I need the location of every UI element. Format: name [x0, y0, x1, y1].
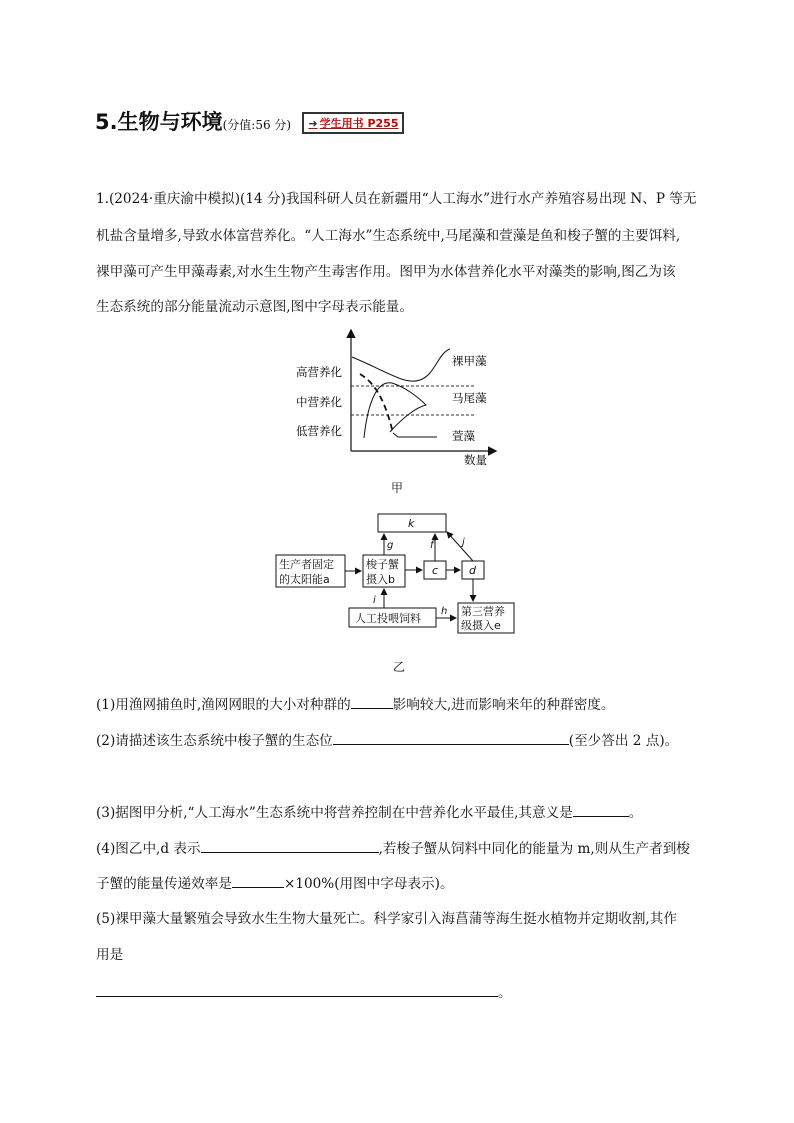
section-title-text: 5.生物与环境: [95, 110, 223, 134]
part-1-text-a: (1)用渔网捕鱼时,渔网网眼的大小对种群的: [96, 697, 351, 713]
book-reference-text: 学生用书 P255: [319, 117, 399, 130]
node-label-third-level-line-1: 第三营养: [461, 605, 505, 618]
part-3-answer-blank[interactable]: [573, 802, 629, 817]
part-4-text-a: (4)图乙中,d 表示: [96, 841, 201, 857]
part-3-text-a: (3)据图甲分析,“人工海水”生态系统中将营养控制在中营养化水平最佳,其意义是: [96, 805, 573, 821]
part-4-answer-blank-efficiency[interactable]: [232, 873, 284, 888]
part-1-text-b: 影响较大,进而影响来年的种群密度。: [392, 697, 615, 713]
figure-a-level-low: 低营养化: [296, 424, 342, 438]
edge-label-f: f: [430, 540, 434, 551]
edge-label-h: h: [441, 606, 448, 617]
figure-b-energy-flow: [270, 508, 530, 640]
part-5-line-2: 用是: [96, 947, 124, 963]
part-5-line-3: [96, 982, 512, 1003]
question-intro-line-2: 机盐含量增多,导致水体富营养化。“人工海水”生态系统中,马尾藻和萱藻是鱼和梭子蟹的主要饵料,: [96, 228, 681, 244]
figure-a-x-label: 数量: [464, 453, 487, 467]
part-4-text-c: 子蟹的能量传递效率是: [96, 876, 232, 892]
figure-a-level-high: 高营养化: [296, 365, 342, 379]
book-reference-badge[interactable]: [302, 112, 404, 134]
question-intro-line-4: 生态系统的部分能量流动示意图,图中字母表示能量。: [96, 299, 413, 315]
edge-j: [447, 532, 473, 561]
node-label-producer-line-2: 的太阳能a: [279, 573, 330, 586]
part-3-text-b: 。: [628, 805, 643, 821]
series-line-naked-dinoflagellate: [352, 349, 450, 381]
edge-label-j: j: [462, 537, 465, 548]
part-4-line-2: [96, 873, 454, 894]
node-label-d: d: [469, 564, 476, 577]
part-4-line-1: [96, 838, 690, 859]
part-2: [96, 730, 678, 751]
figure-a-caption: 甲: [391, 481, 404, 495]
part-5-answer-blank[interactable]: [96, 982, 498, 997]
question-intro-line-1: 1.(2024·重庆渝中模拟)(14 分)我国科研人员在新疆用“人工海水”进行水产养殖容易出现 N、P 等无: [96, 191, 697, 207]
series-label-scytosiphon: 萱藻: [452, 429, 475, 443]
part-2-text-a: (2)请描述该生态系统中梭子蟹的生态位: [96, 733, 333, 749]
node-label-k: k: [408, 517, 415, 530]
edge-label-g: g: [387, 540, 394, 551]
figure-a-graph: [290, 325, 510, 470]
part-4-text-b: ,若梭子蟹从饲料中同化的能量为 m,则从生产者到梭: [378, 841, 690, 857]
edge-label-i: i: [373, 595, 376, 606]
part-1-answer-blank[interactable]: [351, 694, 393, 709]
part-2-answer-blank[interactable]: [333, 730, 569, 745]
node-label-crab-line-2: 摄入b: [366, 573, 395, 586]
arrow-right-icon: ➜: [308, 117, 318, 130]
series-line-scytosiphon: [393, 433, 437, 437]
series-line-sargassum: [364, 383, 426, 438]
part-4-text-d: ×100%(用图中字母表示)。: [283, 876, 454, 892]
node-label-crab-line-1: 梭子蟹: [366, 558, 399, 571]
series-label-naked-dinoflagellate: 裸甲藻: [452, 354, 487, 368]
part-4-answer-blank-d[interactable]: [201, 838, 379, 853]
node-label-feed: 人工投喂饲料: [355, 612, 421, 625]
part-3: [96, 802, 642, 823]
part-1: [96, 694, 615, 715]
section-score: (分值:56 分): [222, 118, 292, 132]
node-label-producer-line-1: 生产者固定: [279, 558, 334, 571]
node-label-third-level-line-2: 级摄入e: [461, 619, 501, 632]
question-intro-line-3: 裸甲藻可产生甲藻毒素,对水生生物产生毒害作用。图甲为水体营养化水平对藻类的影响,图乙为该: [96, 264, 676, 280]
part-2-text-b: (至少答出 2 点)。: [568, 733, 679, 749]
figure-b-caption: 乙: [393, 660, 406, 674]
figure-a-level-mid: 中营养化: [296, 395, 342, 409]
series-label-sargassum: 马尾藻: [452, 391, 487, 405]
section-title: [95, 106, 404, 136]
part-5-text-c: 。: [498, 985, 512, 1001]
part-5-line-1: (5)裸甲藻大量繁殖会导致水生生物大量死亡。科学家引入海菖蒲等海生挺水植物并定期收割,其作: [96, 911, 677, 927]
node-label-c: c: [432, 564, 439, 577]
